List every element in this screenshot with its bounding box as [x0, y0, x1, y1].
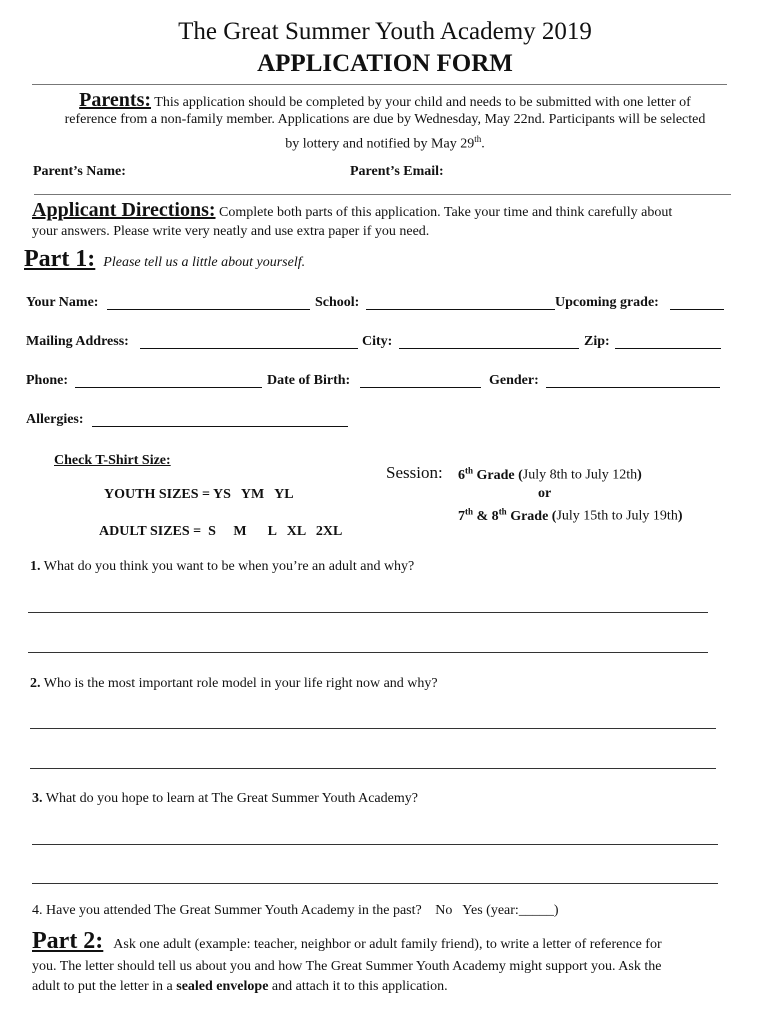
mailing-address-label: Mailing Address:: [26, 334, 129, 349]
parents-heading: Parents:: [79, 89, 152, 111]
header-divider: [32, 84, 727, 85]
question-2: [30, 676, 438, 692]
session-label: Session:: [386, 463, 443, 482]
session-option-7th-8th[interactable]: [458, 506, 683, 525]
zip-label: Zip:: [584, 334, 610, 349]
session-option-6th[interactable]: [458, 465, 642, 484]
directions-heading: Applicant Directions:: [32, 199, 216, 221]
tshirt-size-heading: Check T-Shirt Size:: [54, 453, 171, 468]
session-or: or: [538, 486, 552, 501]
question-2-text: Who is the most important role model in your life right now and why?: [43, 676, 438, 691]
answer-3-line-2[interactable]: [32, 883, 718, 884]
session-opt2-sup-a: th: [465, 506, 474, 516]
part1-heading: Part 1:: [24, 246, 96, 272]
part1-heading-row: [24, 246, 305, 273]
parents-text-line3-main: by lottery and notified by May 29: [285, 136, 475, 152]
grade-label: Upcoming grade:: [555, 295, 659, 310]
phone-field[interactable]: [75, 375, 262, 388]
part2-text-line3-pre: adult to put the letter in a: [32, 979, 177, 994]
question-4-options[interactable]: No Yes (year:_____): [435, 903, 559, 918]
session-opt1-grade: 6: [458, 467, 465, 483]
school-label: School:: [315, 295, 360, 310]
your-name-field[interactable]: [107, 297, 310, 310]
question-3-text: What do you hope to learn at The Great Summer Youth Academy?: [45, 791, 418, 806]
session-opt2-close: ): [677, 508, 683, 524]
city-field[interactable]: [399, 336, 579, 349]
city-label: City:: [362, 334, 393, 349]
session-opt1-dates: July 8th to July 12th: [522, 467, 638, 483]
parents-text-line3-sup: th: [474, 134, 482, 144]
youth-sizes-options[interactable]: YOUTH SIZES = YS YM YL: [104, 487, 294, 502]
parents-text-line2: reference from a non-family member. Applications are due by Wednesday, May 22nd. Participants will be selected: [64, 112, 706, 127]
gender-field[interactable]: [546, 375, 720, 388]
session-opt1-close: ): [637, 467, 642, 483]
question-1: [30, 559, 414, 575]
answer-1-line-1[interactable]: [28, 612, 708, 613]
adult-sizes-options[interactable]: ADULT SIZES = S M L XL 2XL: [99, 524, 343, 539]
part2-heading: Part 2:: [32, 928, 104, 954]
answer-2-line-1[interactable]: [30, 728, 716, 729]
phone-label: Phone:: [26, 373, 68, 388]
mailing-address-field[interactable]: [140, 336, 358, 349]
form-subtitle: APPLICATION FORM: [257, 50, 513, 77]
form-title: The Great Summer Youth Academy 2019: [178, 18, 592, 45]
directions-paragraph: [32, 200, 672, 223]
question-3: [32, 791, 418, 807]
date-of-birth-label: Date of Birth:: [267, 373, 351, 388]
answer-3-line-1[interactable]: [32, 844, 718, 845]
parents-divider: [34, 194, 731, 195]
question-1-number: 1.: [30, 559, 41, 574]
answer-1-line-2[interactable]: [28, 652, 708, 653]
session-opt1-sup: th: [465, 465, 474, 475]
session-opt2-grade-word: Grade (: [506, 508, 557, 524]
parents-text-line1: This application should be completed by your child and needs to be submitted with one letter of: [154, 95, 691, 110]
question-4: [32, 903, 558, 919]
parents-text-line3: [0, 129, 770, 155]
parent-email-label: Parent’s Email:: [350, 164, 444, 179]
part2-text-line3: [32, 977, 448, 997]
gender-label: Gender:: [489, 373, 539, 388]
parent-name-field[interactable]: [140, 162, 340, 180]
question-1-text: What do you think you want to be when you’re an adult and why?: [43, 559, 415, 574]
directions-text-line1: Complete both parts of this application. Take your time and think carefully about: [219, 205, 673, 220]
session-opt2-amp: & 8: [473, 508, 499, 524]
part2-heading-row: [32, 928, 662, 955]
session-opt2-grade-a: 7: [458, 508, 465, 524]
question-3-number: 3.: [32, 791, 43, 806]
session-opt2-dates: July 15th to July 19th: [556, 508, 678, 524]
grade-field[interactable]: [670, 297, 724, 310]
school-field[interactable]: [366, 297, 555, 310]
session-opt1-grade-word: Grade (: [473, 467, 523, 483]
zip-field[interactable]: [615, 336, 721, 349]
sealed-envelope-text: sealed envelope: [176, 979, 269, 994]
allergies-label: Allergies:: [26, 412, 84, 427]
part1-subtitle: Please tell us a little about yourself.: [103, 255, 306, 270]
part2-text-line3-post: and attach it to this application.: [268, 979, 448, 994]
part2-text-line1: Ask one adult (example: teacher, neighbor or adult family friend), to write a letter of reference for: [113, 937, 662, 952]
answer-2-line-2[interactable]: [30, 768, 716, 769]
date-of-birth-field[interactable]: [360, 375, 481, 388]
session-opt2-sup-b: th: [498, 506, 507, 516]
question-4-text: Have you attended The Great Summer Youth Academy in the past?: [46, 903, 422, 918]
your-name-label: Your Name:: [26, 295, 99, 310]
parent-email-field[interactable]: [460, 162, 720, 180]
parent-name-label: Parent’s Name:: [33, 164, 126, 179]
question-4-number: 4.: [32, 903, 43, 918]
allergies-field[interactable]: [92, 414, 348, 427]
part2-text-line2: you. The letter should tell us about you and how The Great Summer Youth Academy might support you. Ask the: [32, 959, 662, 974]
directions-text-line2: your answers. Please write very neatly and use extra paper if you need.: [32, 224, 430, 239]
parents-text-line3-end: .: [481, 136, 485, 152]
question-2-number: 2.: [30, 676, 41, 691]
